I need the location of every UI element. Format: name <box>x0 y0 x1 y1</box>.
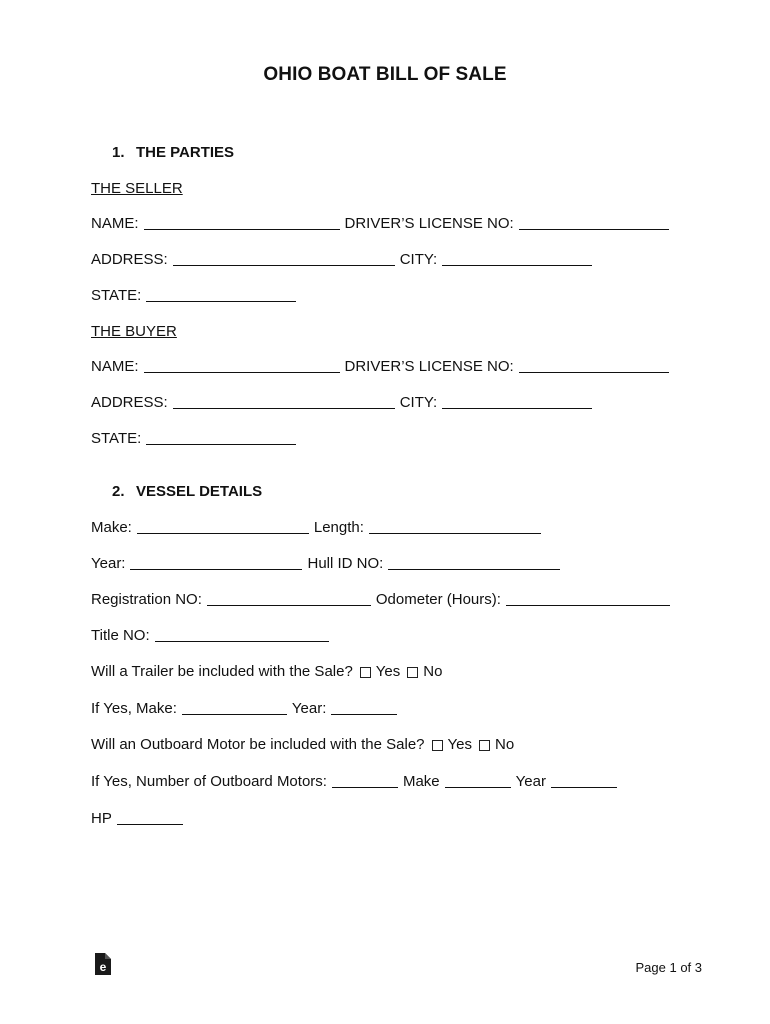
trailer-no-checkbox[interactable] <box>407 667 418 678</box>
buyer-city-label: CITY: <box>399 394 438 411</box>
buyer-heading: THE BUYER <box>91 323 177 340</box>
buyer-name-field[interactable] <box>144 358 340 373</box>
hull-id-label: Hull ID NO: <box>307 555 384 572</box>
trailer-question-row <box>91 663 442 680</box>
make-field[interactable] <box>137 519 309 534</box>
buyer-name-row <box>91 358 674 375</box>
section-title: THE PARTIES <box>136 144 235 161</box>
hull-id-field[interactable] <box>388 555 560 570</box>
buyer-license-field[interactable] <box>519 358 669 373</box>
title-number-field[interactable] <box>155 627 329 642</box>
motor-details-row <box>91 773 622 790</box>
section-number: 1. <box>112 144 125 161</box>
motor-yes-checkbox[interactable] <box>432 740 443 751</box>
seller-heading: THE SELLER <box>91 180 183 197</box>
motor-year-field[interactable] <box>551 773 617 788</box>
registration-label: Registration NO: <box>91 591 202 608</box>
section-parties-heading <box>112 144 234 161</box>
buyer-city-field[interactable] <box>442 394 592 409</box>
title-number-label: Title NO: <box>91 627 150 644</box>
seller-city-label: CITY: <box>399 251 438 268</box>
document-title: OHIO BOAT BILL OF SALE <box>263 64 507 85</box>
title-row <box>91 627 334 644</box>
hp-row <box>91 810 188 827</box>
trailer-year-field[interactable] <box>331 700 397 715</box>
seller-license-label: DRIVER’S LICENSE NO: <box>344 215 514 232</box>
section-number: 2. <box>112 483 125 500</box>
odometer-label: Odometer (Hours): <box>375 591 501 608</box>
trailer-year-label: Year: <box>291 700 327 717</box>
make-label: Make: <box>91 519 132 536</box>
buyer-state-field[interactable] <box>146 430 296 445</box>
length-field[interactable] <box>369 519 541 534</box>
trailer-make-label: If Yes, Make: <box>91 700 177 717</box>
motor-count-field[interactable] <box>332 773 398 788</box>
seller-address-field[interactable] <box>173 251 395 266</box>
length-label: Length: <box>313 519 364 536</box>
trailer-yes-checkbox[interactable] <box>360 667 371 678</box>
buyer-address-row <box>91 394 597 411</box>
buyer-state-row <box>91 430 301 447</box>
section-vessel-heading <box>112 483 262 500</box>
buyer-name-label: NAME: <box>91 358 139 375</box>
seller-name-field[interactable] <box>144 215 340 230</box>
hp-field[interactable] <box>117 810 183 825</box>
registration-odometer-row <box>91 591 675 608</box>
motor-question-row <box>91 736 514 753</box>
registration-field[interactable] <box>207 591 371 606</box>
trailer-question: Will a Trailer be included with the Sale? <box>91 663 353 680</box>
motor-make-label: Make <box>402 773 440 790</box>
seller-license-field[interactable] <box>519 215 669 230</box>
motor-no-label: No <box>495 736 515 753</box>
year-field[interactable] <box>130 555 302 570</box>
eforms-logo-icon <box>94 952 112 976</box>
seller-name-row <box>91 215 674 232</box>
motor-yes-label: Yes <box>447 736 472 753</box>
seller-address-label: ADDRESS: <box>91 251 168 268</box>
make-length-row <box>91 519 546 536</box>
seller-state-row <box>91 287 301 304</box>
odometer-field[interactable] <box>506 591 670 606</box>
motor-make-field[interactable] <box>445 773 511 788</box>
trailer-yes-label: Yes <box>375 663 401 680</box>
svg-text:e: e <box>99 960 107 974</box>
seller-state-label: STATE: <box>91 287 142 304</box>
trailer-details-row <box>91 700 402 717</box>
seller-city-field[interactable] <box>442 251 592 266</box>
seller-address-row <box>91 251 597 268</box>
buyer-address-label: ADDRESS: <box>91 394 168 411</box>
buyer-license-label: DRIVER’S LICENSE NO: <box>344 358 514 375</box>
motor-question: Will an Outboard Motor be included with the Sale? <box>91 736 425 753</box>
seller-state-field[interactable] <box>146 287 296 302</box>
seller-name-label: NAME: <box>91 215 139 232</box>
page-number: Page 1 of 3 <box>635 960 702 975</box>
year-hull-row <box>91 555 565 572</box>
trailer-make-field[interactable] <box>182 700 287 715</box>
buyer-state-label: STATE: <box>91 430 142 447</box>
trailer-no-label: No <box>423 663 443 680</box>
motor-no-checkbox[interactable] <box>479 740 490 751</box>
buyer-address-field[interactable] <box>173 394 395 409</box>
year-label: Year: <box>91 555 126 572</box>
hp-label: HP <box>91 810 112 827</box>
motor-year-label: Year <box>515 773 546 790</box>
section-title: VESSEL DETAILS <box>136 483 263 500</box>
motor-count-label: If Yes, Number of Outboard Motors: <box>91 773 327 790</box>
